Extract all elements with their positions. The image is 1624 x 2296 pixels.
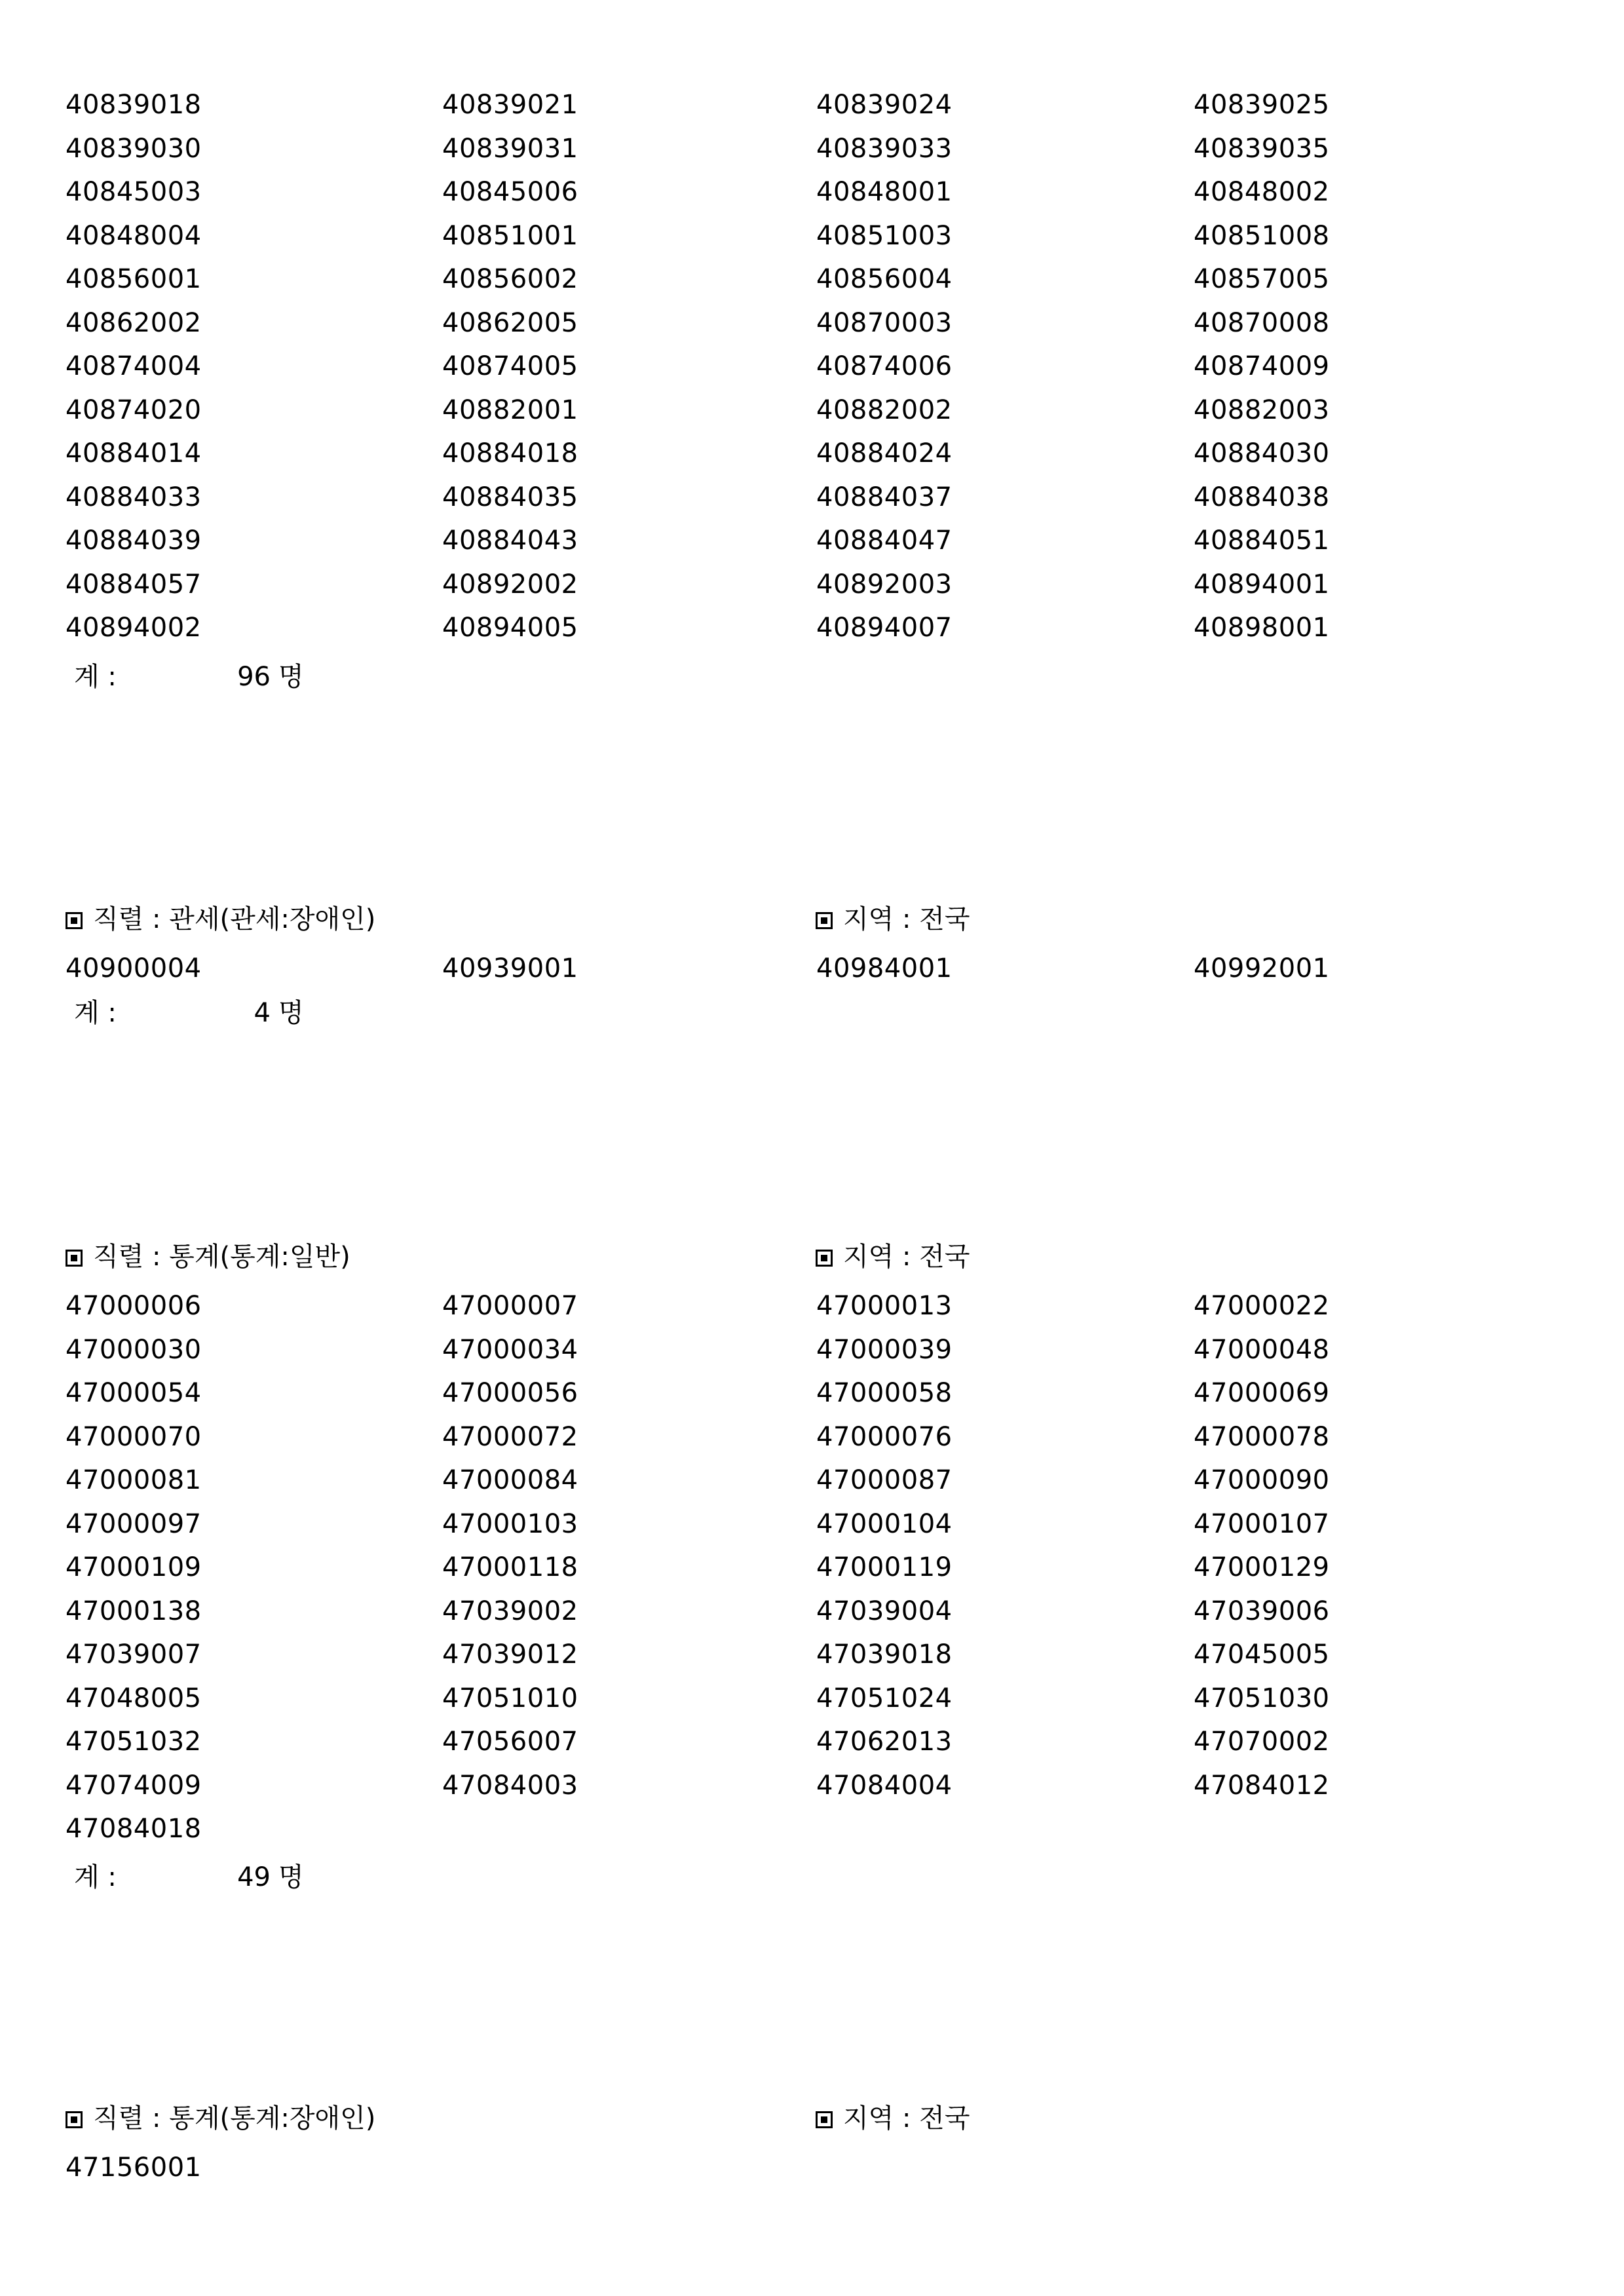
id-cell: 47000119 [816, 1552, 953, 1582]
id-cell: 47084012 [1194, 1770, 1330, 1801]
id-cell: 40894001 [1194, 569, 1330, 600]
id-cell: 47000087 [816, 1465, 953, 1495]
checkbox-filled-icon [816, 912, 833, 929]
id-cell: 40839021 [442, 90, 578, 120]
table-row [66, 606, 1507, 650]
id-cell: 47000069 [1194, 1378, 1330, 1408]
id-cell: 47000013 [816, 1291, 953, 1321]
table-row [66, 947, 1507, 991]
id-cell: 40882001 [442, 394, 578, 425]
id-cell: 40856002 [442, 264, 578, 294]
id-cell: 47000006 [66, 1291, 202, 1321]
section-header-job [66, 2097, 375, 2140]
table-row [66, 2146, 1507, 2190]
id-cell: 47000030 [66, 1334, 202, 1365]
id-cell: 40870008 [1194, 307, 1330, 338]
id-cell: 47084003 [442, 1770, 578, 1801]
id-cell: 47000081 [66, 1465, 202, 1495]
total-unit: 명 [278, 1862, 304, 1892]
id-cell: 47039012 [442, 1639, 578, 1670]
checkbox-filled-icon [66, 2111, 83, 2128]
id-cell: 47084018 [66, 1814, 202, 1844]
id-cell: 40856004 [816, 264, 953, 294]
table-row [66, 301, 1507, 345]
id-cell: 47000072 [442, 1421, 578, 1452]
id-cell: 47000076 [816, 1421, 953, 1452]
id-cell: 47000056 [442, 1378, 578, 1408]
id-cell: 40939001 [442, 953, 578, 984]
id-cell: 40874006 [816, 351, 953, 381]
id-cell: 47051030 [1194, 1683, 1330, 1713]
id-cell: 47000084 [442, 1465, 578, 1495]
id-cell: 40884038 [1194, 482, 1330, 512]
id-cell: 40898001 [1194, 613, 1330, 643]
id-cell: 40884014 [66, 438, 202, 469]
id-cell: 40845003 [66, 177, 202, 207]
id-cell: 40862005 [442, 307, 578, 338]
table-row [66, 1677, 1507, 1721]
total-label: 계 : [74, 998, 117, 1028]
section-total [74, 655, 304, 698]
id-cell: 47051032 [66, 1727, 202, 1757]
id-cell: 40851008 [1194, 220, 1330, 251]
id-cell: 47000078 [1194, 1421, 1330, 1452]
id-cell: 47000138 [66, 1596, 202, 1626]
id-cell: 47048005 [66, 1683, 202, 1713]
id-cell: 40839018 [66, 90, 202, 120]
id-cell: 47074009 [66, 1770, 202, 1801]
id-cell: 47056007 [442, 1727, 578, 1757]
region-label: 지역 : 전국 [843, 2103, 970, 2133]
checkbox-filled-icon [66, 912, 83, 929]
id-cell: 40839031 [442, 133, 578, 164]
total-count: 49 [237, 1862, 271, 1892]
id-cell: 40848002 [1194, 177, 1330, 207]
id-cell: 40857005 [1194, 264, 1330, 294]
id-cell: 40848004 [66, 220, 202, 251]
total-count: 96 [237, 662, 271, 692]
id-cell: 40884047 [816, 526, 953, 556]
section-header-job [66, 1235, 350, 1278]
id-cell: 40882003 [1194, 394, 1330, 425]
id-cell: 40862002 [66, 307, 202, 338]
id-cell: 47000022 [1194, 1291, 1330, 1321]
id-cell: 47051024 [816, 1683, 953, 1713]
id-cell: 47000090 [1194, 1465, 1330, 1495]
table-row [66, 1328, 1507, 1372]
id-cell: 40894002 [66, 613, 202, 643]
total-label: 계 : [74, 1862, 117, 1892]
id-cell: 47000048 [1194, 1334, 1330, 1365]
table-row [66, 1284, 1507, 1328]
id-cell: 47045005 [1194, 1639, 1330, 1670]
id-cell: 40870003 [816, 307, 953, 338]
id-cell: 40882002 [816, 394, 953, 425]
job-category-label: 직렬 : 통계(통계:일반) [93, 1242, 350, 1272]
id-cell: 47000109 [66, 1552, 202, 1582]
id-cell: 40839035 [1194, 133, 1330, 164]
id-cell: 47156001 [66, 2152, 202, 2183]
id-cell: 47039006 [1194, 1596, 1330, 1626]
id-cell: 40839024 [816, 90, 953, 120]
id-cell: 40856001 [66, 264, 202, 294]
id-cell: 40884024 [816, 438, 953, 469]
id-cell: 47000118 [442, 1552, 578, 1582]
id-grid-section-1 [66, 83, 1507, 650]
id-cell: 40884030 [1194, 438, 1330, 469]
id-cell: 40884037 [816, 482, 953, 512]
id-cell: 40900004 [66, 953, 202, 984]
total-count: 4 [254, 998, 271, 1028]
checkbox-filled-icon [816, 1250, 833, 1267]
id-cell: 40894005 [442, 613, 578, 643]
id-cell: 40851003 [816, 220, 953, 251]
id-cell: 47051010 [442, 1683, 578, 1713]
id-cell: 40874009 [1194, 351, 1330, 381]
id-cell: 47062013 [816, 1727, 953, 1757]
table-row [66, 258, 1507, 301]
checkbox-filled-icon [66, 1250, 83, 1267]
id-cell: 47039007 [66, 1639, 202, 1670]
id-cell: 40848001 [816, 177, 953, 207]
table-row [66, 214, 1507, 258]
id-cell: 47000129 [1194, 1552, 1330, 1582]
table-row [66, 1546, 1507, 1590]
table-row [66, 432, 1507, 476]
table-row [66, 563, 1507, 607]
id-cell: 40992001 [1194, 953, 1330, 984]
id-cell: 47000070 [66, 1421, 202, 1452]
table-row [66, 345, 1507, 389]
table-row [66, 127, 1507, 171]
id-cell: 40884033 [66, 482, 202, 512]
section-header-region [816, 1235, 970, 1278]
section-header-region [816, 898, 970, 941]
table-row [66, 1764, 1507, 1808]
id-cell: 47000103 [442, 1508, 578, 1539]
id-cell: 47000058 [816, 1378, 953, 1408]
section-header-job [66, 898, 375, 941]
id-cell: 40874004 [66, 351, 202, 381]
total-unit: 명 [278, 662, 304, 692]
id-cell: 47000054 [66, 1378, 202, 1408]
id-cell: 40892003 [816, 569, 953, 600]
id-grid-section-3 [66, 1284, 1507, 1851]
table-row [66, 170, 1507, 214]
table-row [66, 1807, 1507, 1851]
total-unit: 명 [278, 998, 304, 1028]
table-row [66, 1459, 1507, 1502]
id-cell: 40884057 [66, 569, 202, 600]
id-grid-section-4 [66, 2146, 1507, 2190]
id-cell: 47000104 [816, 1508, 953, 1539]
id-cell: 47000039 [816, 1334, 953, 1365]
id-cell: 47000007 [442, 1291, 578, 1321]
id-cell: 40884035 [442, 482, 578, 512]
job-category-label: 직렬 : 관세(관세:장애인) [93, 904, 376, 934]
id-cell: 47000034 [442, 1334, 578, 1365]
id-cell: 40839030 [66, 133, 202, 164]
table-row [66, 1720, 1507, 1764]
id-cell: 40874005 [442, 351, 578, 381]
id-cell: 40874020 [66, 394, 202, 425]
id-cell: 40884043 [442, 526, 578, 556]
section-header-region [816, 2097, 970, 2140]
id-cell: 40884039 [66, 526, 202, 556]
id-cell: 40892002 [442, 569, 578, 600]
id-cell: 47039004 [816, 1596, 953, 1626]
job-category-label: 직렬 : 통계(통계:장애인) [93, 2103, 376, 2133]
table-row [66, 1371, 1507, 1415]
table-row [66, 519, 1507, 563]
id-cell: 40884018 [442, 438, 578, 469]
id-cell: 40845006 [442, 177, 578, 207]
id-cell: 40851001 [442, 220, 578, 251]
table-row [66, 1633, 1507, 1677]
table-row [66, 83, 1507, 127]
table-row [66, 1590, 1507, 1634]
table-row [66, 1502, 1507, 1546]
table-row [66, 476, 1507, 520]
id-cell: 47070002 [1194, 1727, 1330, 1757]
id-cell: 40884051 [1194, 526, 1330, 556]
id-cell: 40894007 [816, 613, 953, 643]
total-label: 계 : [74, 662, 117, 692]
id-cell: 47039018 [816, 1639, 953, 1670]
table-row [66, 389, 1507, 432]
id-cell: 47084004 [816, 1770, 953, 1801]
id-cell: 47000097 [66, 1508, 202, 1539]
id-cell: 47000107 [1194, 1508, 1330, 1539]
section-total [74, 1856, 304, 1899]
id-cell: 47039002 [442, 1596, 578, 1626]
region-label: 지역 : 전국 [843, 904, 970, 934]
id-cell: 40839025 [1194, 90, 1330, 120]
region-label: 지역 : 전국 [843, 1242, 970, 1272]
section-total [74, 991, 304, 1035]
id-cell: 40984001 [816, 953, 953, 984]
table-row [66, 1415, 1507, 1459]
checkbox-filled-icon [816, 2111, 833, 2128]
id-grid-section-2 [66, 947, 1507, 991]
id-cell: 40839033 [816, 133, 953, 164]
